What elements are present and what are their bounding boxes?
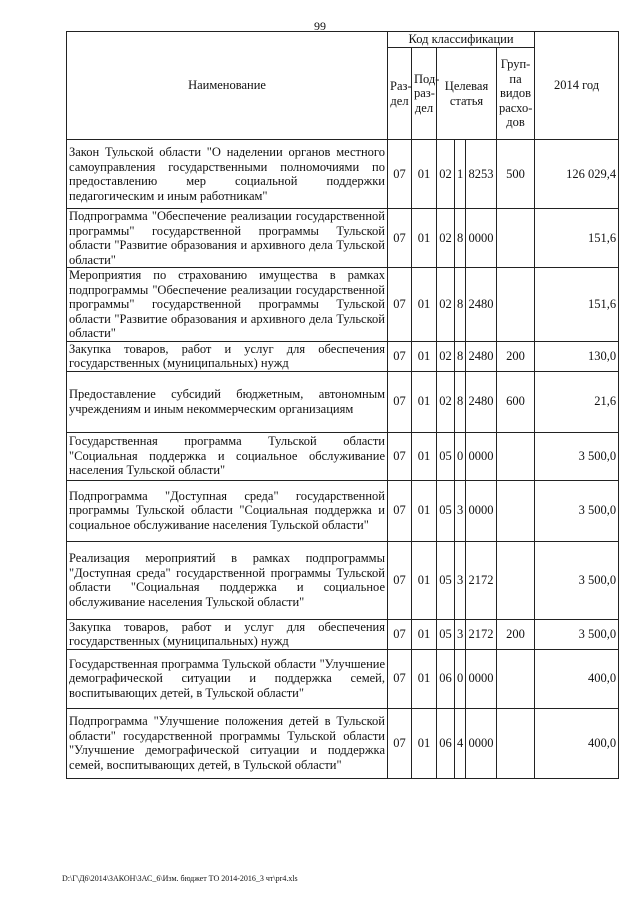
- row-target-program: 05: [437, 480, 455, 541]
- table-row: [67, 541, 619, 619]
- row-target-direction: 8253: [466, 140, 497, 209]
- row-section: 07: [388, 619, 412, 649]
- row-subsection: 01: [412, 541, 437, 619]
- row-amount: 3 500,0: [535, 541, 619, 619]
- row-expense-group: [497, 708, 535, 778]
- table-row: [67, 432, 619, 480]
- row-subsection: 01: [412, 209, 437, 268]
- row-subsection: 01: [412, 268, 437, 342]
- row-subsection: 01: [412, 480, 437, 541]
- row-target-direction: 0000: [466, 649, 497, 708]
- table-row: [67, 140, 619, 209]
- header-target: Целевая статья: [437, 48, 497, 140]
- row-subsection: 01: [412, 619, 437, 649]
- row-name: Подпрограмма "Обеспечение реализации государственной программы" государственной программы Тульской области "Развитие образования и архивного дела Тульской области": [67, 209, 388, 268]
- row-target-subprogram: 0: [455, 432, 466, 480]
- row-name: Государственная программа Тульской области "Социальная поддержка и социальное обслуживание населения Тульской области": [67, 432, 388, 480]
- row-target-direction: 2172: [466, 541, 497, 619]
- row-target-program: 02: [437, 371, 455, 432]
- row-subsection: 01: [412, 649, 437, 708]
- table-row: [67, 341, 619, 371]
- row-target-subprogram: 8: [455, 341, 466, 371]
- row-target-subprogram: 4: [455, 708, 466, 778]
- row-amount: 400,0: [535, 708, 619, 778]
- row-expense-group: [497, 209, 535, 268]
- row-target-subprogram: 1: [455, 140, 466, 209]
- row-target-program: 05: [437, 432, 455, 480]
- row-subsection: 01: [412, 432, 437, 480]
- row-target-subprogram: 8: [455, 268, 466, 342]
- row-name: Закупка товаров, работ и услуг для обеспечения государственных (муниципальных) нужд: [67, 341, 388, 371]
- header-code-group: Код классификации: [388, 32, 535, 48]
- row-target-program: 05: [437, 541, 455, 619]
- row-section: 07: [388, 541, 412, 619]
- row-subsection: 01: [412, 371, 437, 432]
- row-amount: 151,6: [535, 209, 619, 268]
- table-row: [67, 649, 619, 708]
- row-section: 07: [388, 432, 412, 480]
- row-target-subprogram: 8: [455, 209, 466, 268]
- row-expense-group: 500: [497, 140, 535, 209]
- row-target-subprogram: 3: [455, 541, 466, 619]
- row-expense-group: [497, 480, 535, 541]
- row-target-direction: 0000: [466, 432, 497, 480]
- row-target-subprogram: 8: [455, 371, 466, 432]
- row-name: Мероприятия по страхованию имущества в рамках подпрограммы "Обеспечение реализации государственной программы" государственной программы Тульской области "Развитие образования и архивного дела Тульской области": [67, 268, 388, 342]
- row-name: Подпрограмма "Улучшение положения детей в Тульской области" государственной программы Тульской области "Улучшение демографической ситуации и поддержка семей, воспитывающих детей, в Тульской области": [67, 708, 388, 778]
- row-target-program: 02: [437, 140, 455, 209]
- row-section: 07: [388, 209, 412, 268]
- row-name: Реализация мероприятий в рамках подпрограммы "Доступная среда" государственной программы Тульской области "Социальная поддержка и социальное обслуживание населения Тульской области": [67, 541, 388, 619]
- row-target-direction: 2480: [466, 268, 497, 342]
- row-section: 07: [388, 708, 412, 778]
- row-target-program: 02: [437, 268, 455, 342]
- row-expense-group: 200: [497, 619, 535, 649]
- row-amount: 151,6: [535, 268, 619, 342]
- table-row: [67, 371, 619, 432]
- row-target-program: 02: [437, 341, 455, 371]
- row-target-direction: 2480: [466, 371, 497, 432]
- row-target-subprogram: 3: [455, 619, 466, 649]
- table-row: [67, 708, 619, 778]
- row-amount: 3 500,0: [535, 619, 619, 649]
- row-section: 07: [388, 140, 412, 209]
- header-year: 2014 год: [535, 32, 619, 140]
- page-number: 99: [314, 19, 326, 33]
- row-section: 07: [388, 649, 412, 708]
- budget-table: [66, 31, 619, 779]
- header-section: Раз-дел: [388, 48, 412, 140]
- header-subsection: Под-раз-дел: [412, 48, 437, 140]
- row-subsection: 01: [412, 708, 437, 778]
- row-expense-group: 600: [497, 371, 535, 432]
- row-amount: 400,0: [535, 649, 619, 708]
- row-name: Предоставление субсидий бюджетным, автономным учреждениям и иным некоммерческим организациям: [67, 371, 388, 432]
- row-target-direction: 0000: [466, 708, 497, 778]
- row-target-program: 06: [437, 708, 455, 778]
- row-section: 07: [388, 480, 412, 541]
- row-amount: 3 500,0: [535, 432, 619, 480]
- row-target-program: 05: [437, 619, 455, 649]
- row-amount: 21,6: [535, 371, 619, 432]
- row-expense-group: [497, 268, 535, 342]
- row-amount: 3 500,0: [535, 480, 619, 541]
- row-amount: 126 029,4: [535, 140, 619, 209]
- row-expense-group: [497, 649, 535, 708]
- row-target-subprogram: 3: [455, 480, 466, 541]
- row-target-program: 06: [437, 649, 455, 708]
- row-amount: 130,0: [535, 341, 619, 371]
- header-expense-group: Груп-па видов расхо-дов: [497, 48, 535, 140]
- table-row: [67, 480, 619, 541]
- row-section: 07: [388, 268, 412, 342]
- row-name: Закупка товаров, работ и услуг для обеспечения государственных (муниципальных) нужд: [67, 619, 388, 649]
- row-target-direction: 0000: [466, 480, 497, 541]
- row-section: 07: [388, 371, 412, 432]
- table-row: [67, 209, 619, 268]
- row-expense-group: 200: [497, 341, 535, 371]
- table-row: [67, 268, 619, 342]
- row-section: 07: [388, 341, 412, 371]
- row-target-program: 02: [437, 209, 455, 268]
- row-name: Подпрограмма "Доступная среда" государственной программы Тульской области "Социальная поддержка и социальное обслуживание населения Тульской области": [67, 480, 388, 541]
- row-target-direction: 2172: [466, 619, 497, 649]
- row-expense-group: [497, 541, 535, 619]
- row-subsection: 01: [412, 140, 437, 209]
- row-subsection: 01: [412, 341, 437, 371]
- row-target-direction: 2480: [466, 341, 497, 371]
- row-name: Государственная программа Тульской области "Улучшение демографической ситуации и поддержка семей, воспитывающих детей, в Тульской области": [67, 649, 388, 708]
- row-expense-group: [497, 432, 535, 480]
- table-row: [67, 619, 619, 649]
- row-target-subprogram: 0: [455, 649, 466, 708]
- row-target-direction: 0000: [466, 209, 497, 268]
- row-name: Закон Тульской области "О наделении органов местного самоуправления государственными полномочиями по предоставлению мер социальной поддержки педагогическим и иным работникам": [67, 140, 388, 209]
- header-name: Наименование: [67, 32, 388, 140]
- footer-file-path: D:\Г\Д6\2014\ЗАКОН\ЗАС_6\Изм. бюджет ТО 2014-2016_3 чт\pr4.xls: [62, 874, 298, 883]
